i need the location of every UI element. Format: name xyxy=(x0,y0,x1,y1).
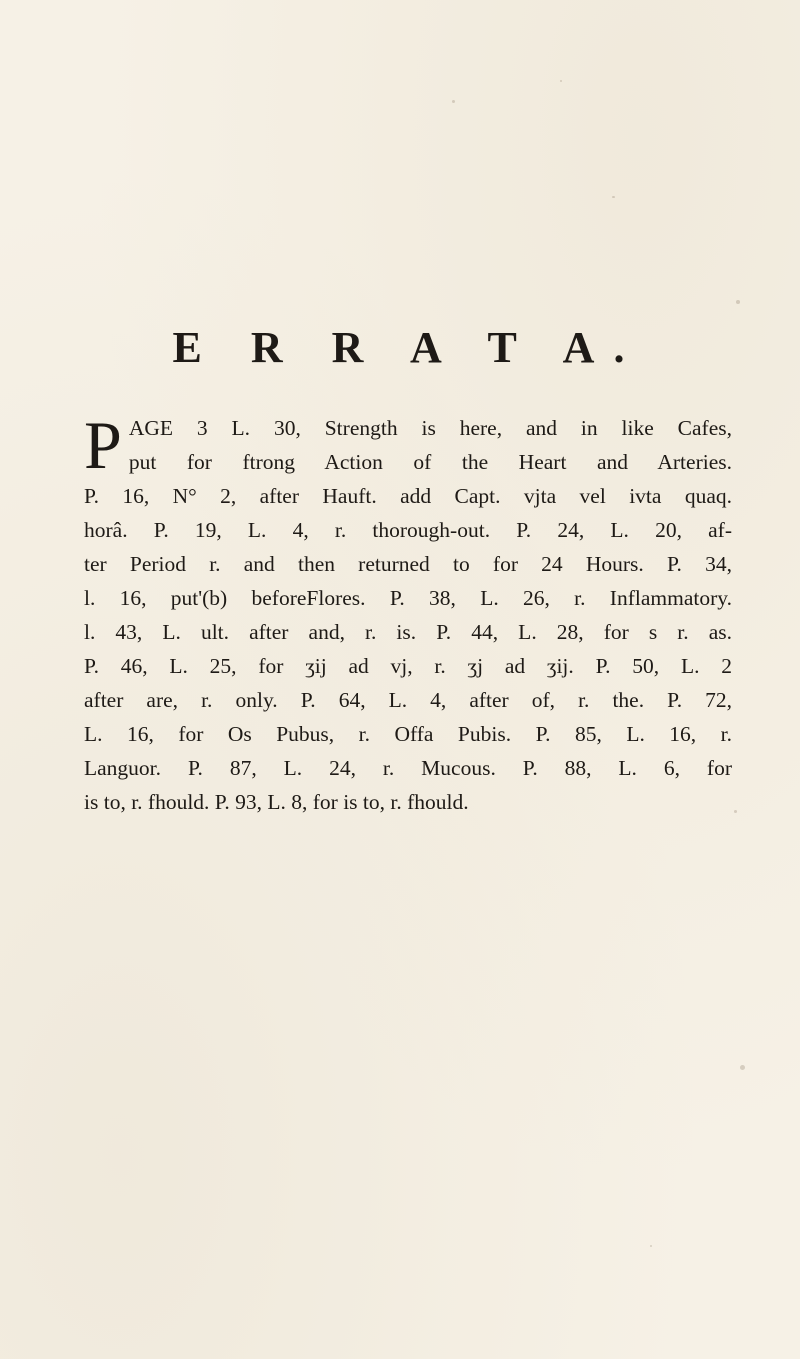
errata-heading: E R R A T A. xyxy=(172,323,644,372)
errata-line: AGE 3 L. 30, Strength is here, and in like Cafes, xyxy=(128,416,732,440)
paper-speck xyxy=(734,810,737,813)
errata-line: is to, r. fhould. P. 93, L. 8, for is to, r. fhould. xyxy=(84,790,469,814)
errata-line: horâ. P. 19, L. 4, r. thorough-out. P. 24, L. 20, af- xyxy=(84,518,732,542)
paper-speck xyxy=(560,80,562,82)
paper-speck xyxy=(736,300,740,304)
paper-speck xyxy=(612,196,615,198)
errata-line: Languor. P. 87, L. 24, r. Mucous. P. 88, L. 6, for xyxy=(84,756,732,780)
errata-body xyxy=(84,407,732,819)
paper-speck xyxy=(650,1245,652,1247)
errata-line: l. 16, put'(b) beforeFlores. P. 38, L. 26, r. Inflammatory. xyxy=(84,586,732,610)
errata-line: after are, r. only. P. 64, L. 4, after of, r. the. P. 72, xyxy=(84,688,732,712)
errata-line: l. 43, L. ult. after and, r. is. P. 44, L. 28, for s r. as. xyxy=(84,620,732,644)
errata-line: L. 16, for Os Pubus, r. Offa Pubis. P. 85, L. 16, r. xyxy=(84,722,732,746)
paper-speck xyxy=(740,1065,745,1070)
errata-line: put for ftrong Action of the Heart and Arteries. xyxy=(128,450,732,474)
errata-line: ter Period r. and then returned to for 24 Hours. P. 34, xyxy=(84,552,732,576)
errata-line: P. 16, N° 2, after Hauft. add Capt. vjta vel ivta quaq. xyxy=(84,484,732,508)
drop-cap: P xyxy=(84,407,122,483)
errata-line: P. 46, L. 25, for ʒij ad vj, r. ʒj ad ʒij. P. 50, L. 2 xyxy=(84,654,732,678)
paper-speck xyxy=(452,100,455,103)
